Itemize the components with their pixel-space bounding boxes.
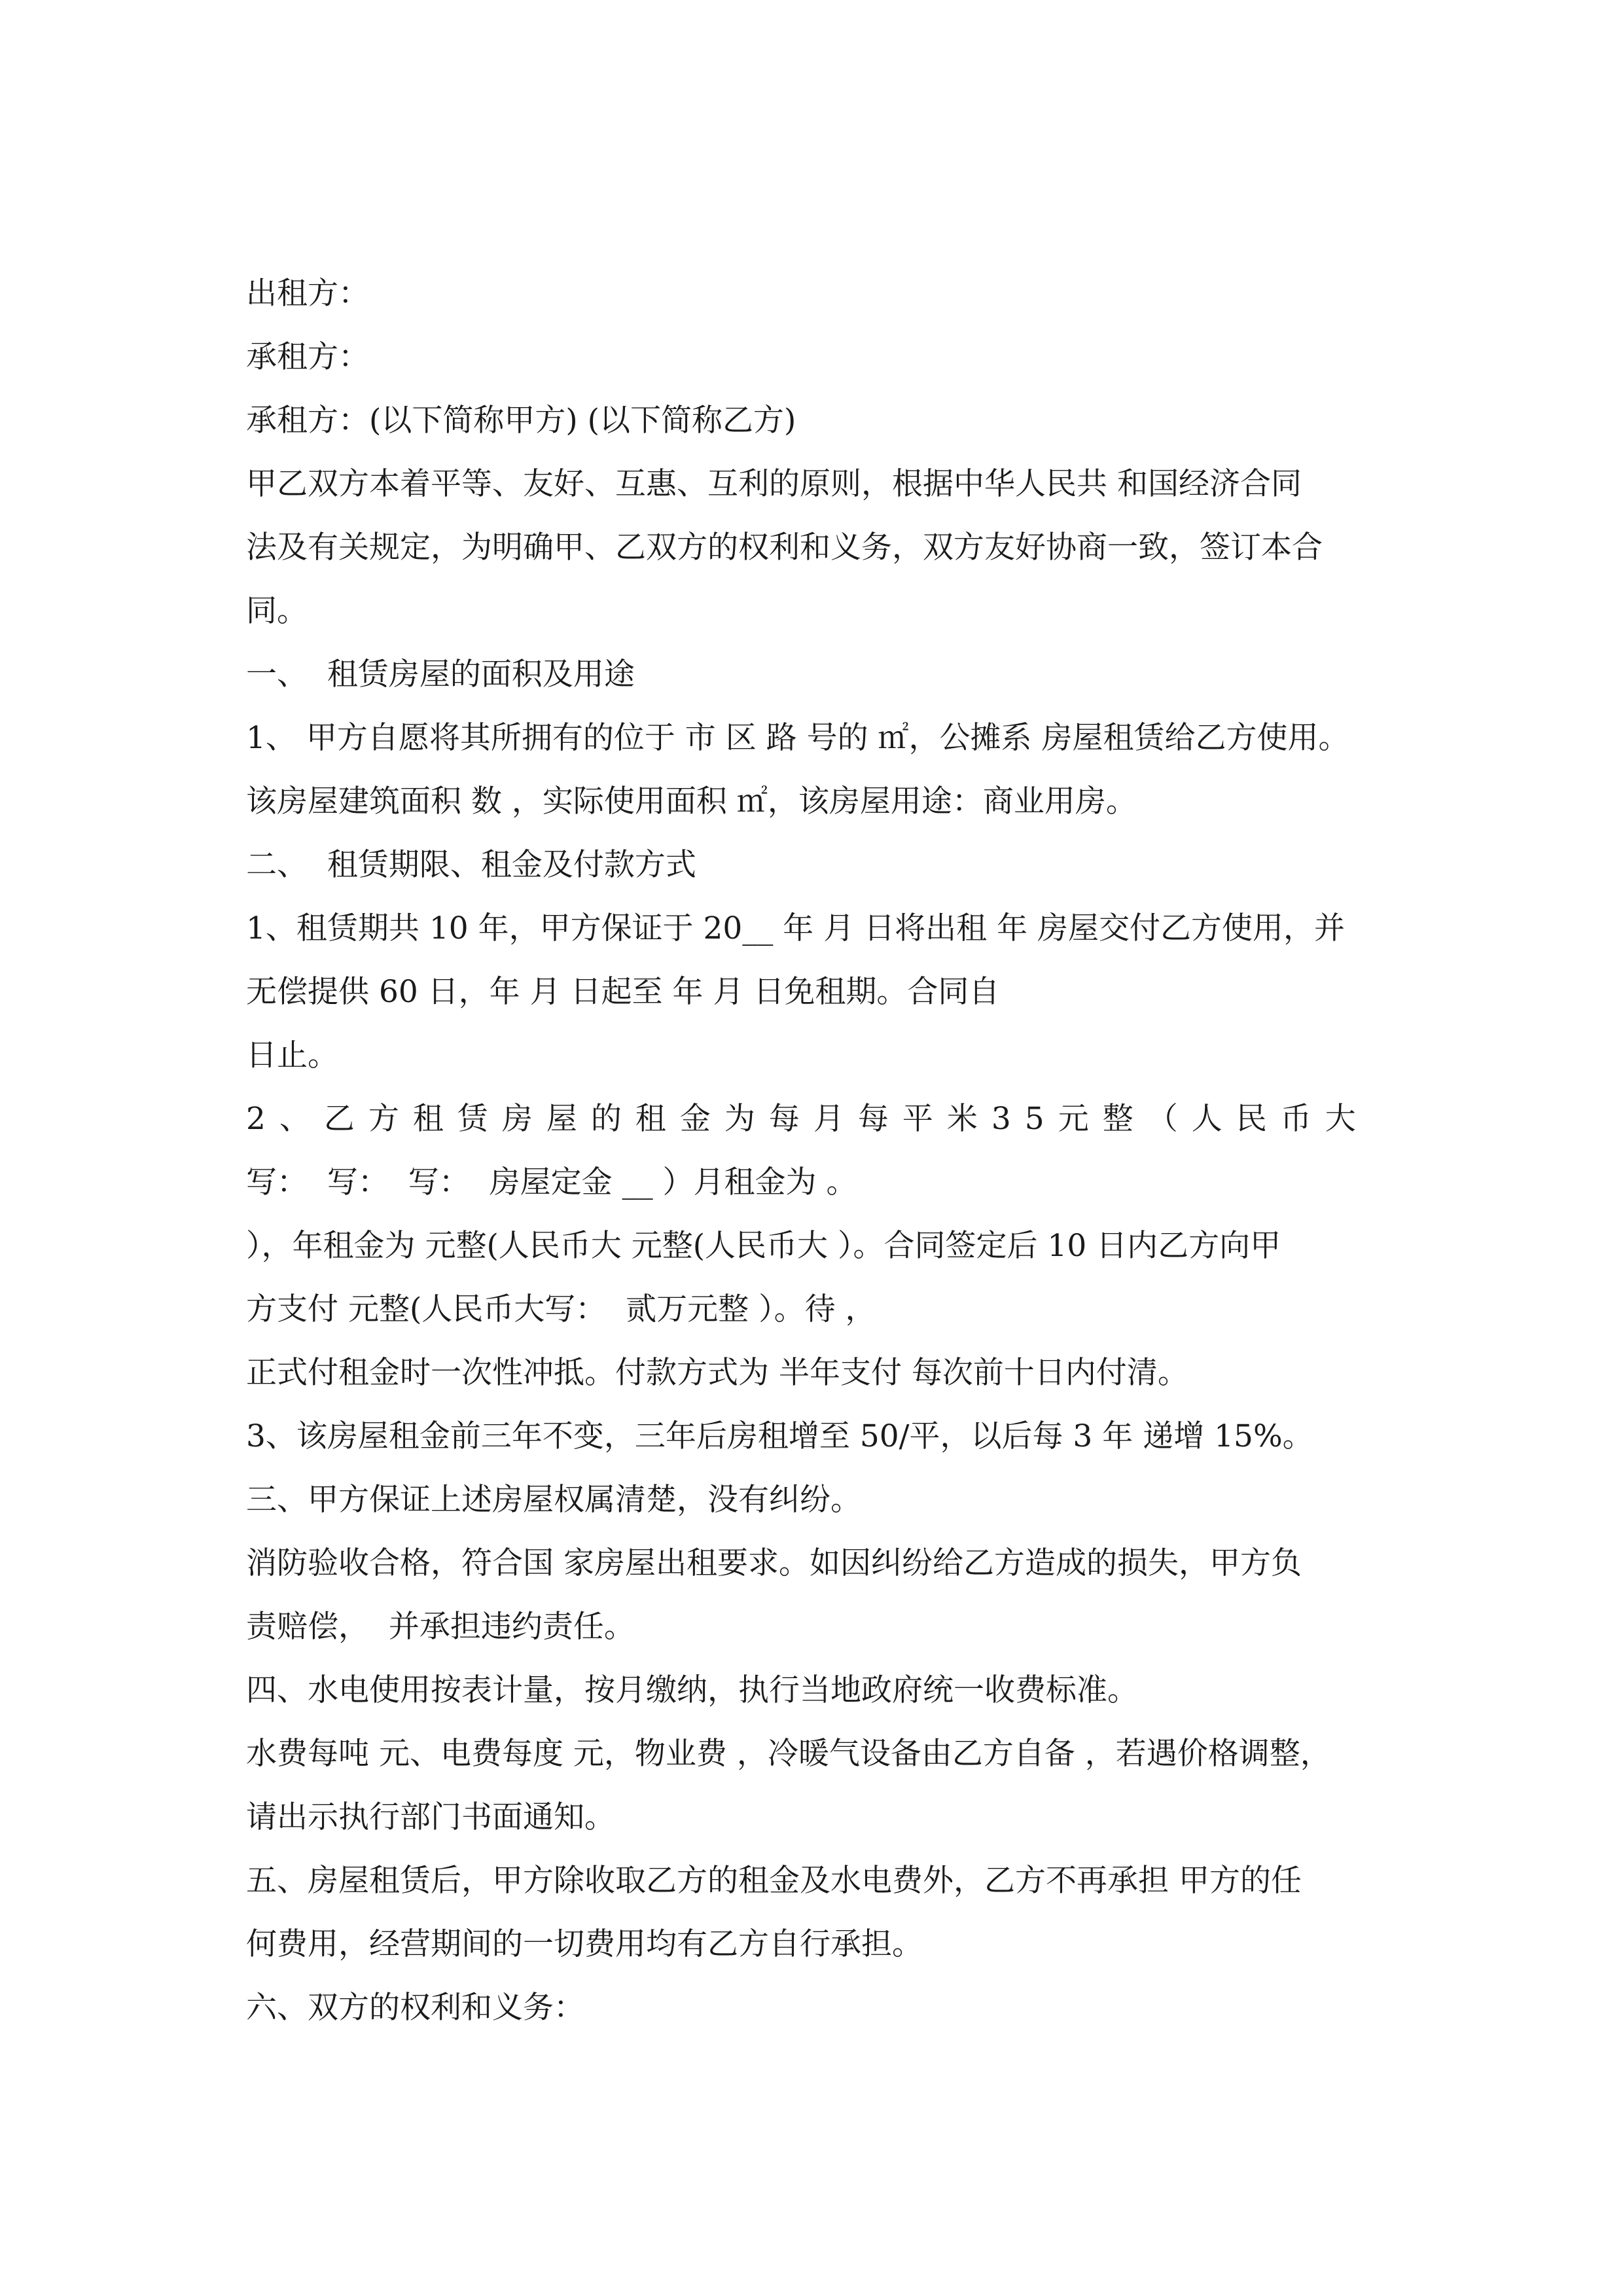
contract-body (246, 262, 1424, 2039)
section-3-line-3: 责赔偿， 并承担违约责任。 (246, 1609, 635, 1645)
section-2-item-1-line-3: 日止。 (246, 1037, 338, 1073)
section-1-item-1-line-1: 1、 甲方自愿将其所拥有的位于 市 区 路 号的 ㎡，公摊系 房屋租赁给乙方使用。 (246, 720, 1349, 756)
section-2-item-2-line-5: 正式付租金时一次性冲抵。付款方式为 半年支付 每次前十日内付清。 (246, 1355, 1188, 1391)
section-6-heading: 六、双方的权利和义务： (246, 1990, 584, 2026)
section-2-item-1-line-2: 无偿提供 60 日，年 月 日起至 年 月 日免租期。合同自 (246, 974, 1000, 1010)
party-abbreviation-line: 承租方：(以下简称甲方) (以下简称乙方) (246, 403, 796, 439)
section-3-heading: 三、甲方保证上述房屋权属清楚，没有纠纷。 (246, 1482, 861, 1518)
section-2-item-1-line-1: 1、租赁期共 10 年，甲方保证于 20__ 年 月 日将出租 年 房屋交付乙方使用，并 (246, 910, 1346, 946)
lessee-line: 承租方： (246, 339, 369, 375)
section-3-line-2: 消防验收合格，符合国 家房屋出租要求。如因纠纷给乙方造成的损失，甲方负 (246, 1545, 1302, 1581)
preamble-line-1: 甲乙双方本着平等、友好、互惠、互利的原则，根据中华人民共 和国经济合同 (246, 466, 1302, 502)
section-2-heading: 二、 租赁期限、租金及付款方式 (246, 847, 696, 883)
preamble-line-2: 法及有关规定，为明确甲、乙双方的权利和义务，双方友好协商一致，签订本合 (246, 529, 1323, 565)
lessor-line: 出租方： (246, 276, 369, 312)
section-2-item-2-line-3: ），年租金为 元整(人民币大 元整(人民币大 ）。合同签定后 10 日内乙方向甲 (246, 1228, 1281, 1264)
section-2-item-2-line-4: 方支付 元整(人民币大写： 贰万元整 ）。待 ， (246, 1291, 876, 1327)
preamble-line-3: 同。 (246, 593, 308, 629)
section-2-item-2-line-2: 写： 写： 写： 房屋定金 __ ）月租金为 。 (246, 1164, 857, 1200)
section-5-line-1: 五、房屋租赁后，甲方除收取乙方的租金及水电费外，乙方不再承担 甲方的任 (246, 1863, 1302, 1899)
section-2-item-3-line: 3、该房屋租金前三年不变，三年后房租增至 50/平，以后每 3 年 递增 15%。 (246, 1418, 1313, 1454)
section-4-heading: 四、水电使用按表计量，按月缴纳，执行当地政府统一收费标准。 (246, 1672, 1138, 1708)
section-5-line-2: 何费用，经营期间的一切费用均有乙方自行承担。 (246, 1926, 923, 1962)
section-4-line-2: 水费每吨 元、电费每度 元，物业费 ，冷暖气设备由乙方自备 ，若遇价格调整， (246, 1736, 1331, 1772)
section-1-heading: 一、 租赁房屋的面积及用途 (246, 656, 635, 692)
section-2-item-2-line-1: 2、乙方租赁房屋的租金为每月每平米35元整（人民币大 (246, 1101, 1370, 1137)
section-1-item-1-line-2: 该房屋建筑面积 数 ，实际使用面积 ㎡，该房屋用途：商业用房。 (246, 783, 1137, 819)
section-4-line-3: 请出示执行部门书面通知。 (246, 1799, 615, 1835)
